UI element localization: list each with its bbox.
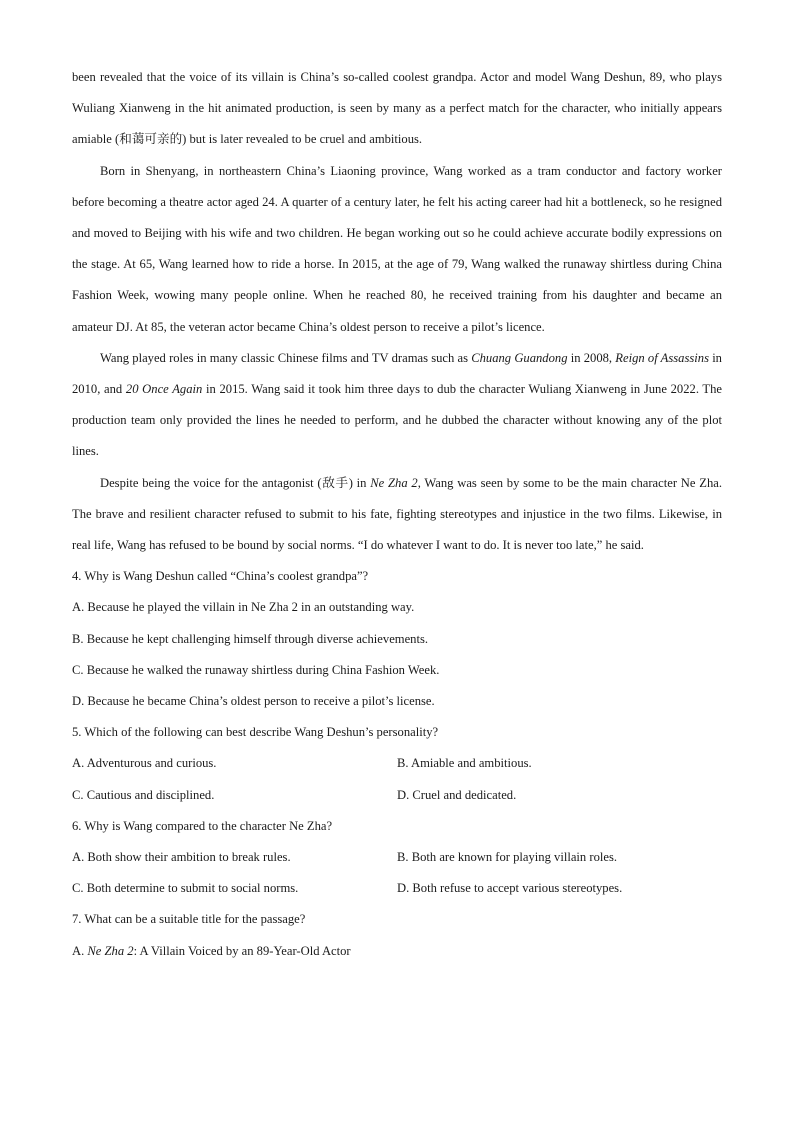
question-6-stem: 6. Why is Wang compared to the character Ne Zha?	[72, 818, 333, 833]
film-title-20-once-again: 20 Once Again	[125, 382, 203, 397]
question-7-stem: 7. What can be a suitable title for the passage?	[72, 912, 306, 927]
film-title-reign-of-assassins: Reign of Assassins	[615, 350, 709, 365]
question-5-option-a: A. Adventurous and curious.	[72, 756, 217, 771]
question-7-option-a	[72, 936, 722, 967]
passage-paragraph-1: been revealed that the voice of its villain is China’s so-called coolest grandpa. Actor and model Wang Deshun, 89, who plays Wuliang Xianweng in the hit animated production, is seen by many as a perfect match for the character, who initially appears amiable (和蔼可亲的) but is later revealed to be cruel and ambitious.	[72, 70, 722, 147]
p4-text-b: , Wang was seen by some to be the main character Ne Zha. The brave and resilient character refused to submit to his fate, fighting stereotypes and injustice in the two films. Likewise, in real life, Wang has refused to be bound by social norms. “I do whatever I want to do. It is never too late,” he said.	[72, 475, 722, 553]
p3-text-a: Wang played roles in many classic Chinese films and TV dramas such as	[100, 350, 472, 365]
question-5-option-c: C. Cautious and disciplined.	[72, 787, 215, 802]
question-6-option-b: B. Both are known for playing villain roles.	[397, 850, 618, 865]
question-4-stem: 4. Why is Wang Deshun called “China’s coolest grandpa”?	[72, 569, 369, 584]
passage-paragraph-3	[72, 343, 722, 468]
question-4-option-a: A. Because he played the villain in Ne Zha 2 in an outstanding way.	[72, 600, 415, 615]
question-6-option-d: D. Both refuse to accept various stereotypes.	[397, 881, 623, 896]
question-7	[72, 904, 722, 966]
question-4-option-c: C. Because he walked the runaway shirtless during China Fashion Week.	[72, 662, 440, 677]
question-5-option-d: D. Cruel and dedicated.	[397, 787, 517, 802]
passage-paragraph-4	[72, 468, 722, 562]
film-title-ne-zha-2: Ne Zha 2	[370, 475, 418, 490]
question-6-option-a: A. Both show their ambition to break rules.	[72, 850, 291, 865]
question-5-option-b: B. Amiable and ambitious.	[397, 756, 532, 771]
question-5-stem: 5. Which of the following can best describe Wang Deshun’s personality?	[72, 725, 439, 740]
question-7-option-a-film-title: Ne Zha 2	[87, 943, 134, 958]
question-4-option-d: D. Because he became China’s oldest person to receive a pilot’s license.	[72, 694, 435, 709]
p3-text-c: in 2010, and	[72, 350, 722, 397]
question-4-option-b: B. Because he kept challenging himself through diverse achievements.	[72, 631, 429, 646]
p4-text-a: Despite being the voice for the antagonist (敌手) in	[100, 475, 371, 490]
document-page	[72, 62, 722, 967]
p3-text-d: in 2015. Wang said it took him three days to dub the character Wuliang Xianweng in June 2022. The production team only provided the lines he needed to perform, and he dubbed the character without knowing any of the plot lines.	[72, 382, 723, 459]
question-5	[72, 717, 722, 811]
question-6	[72, 811, 722, 905]
question-6-option-c: C. Both determine to submit to social norms.	[72, 881, 299, 896]
film-title-chuang-guandong: Chuang Guandong	[471, 350, 568, 365]
p3-text-b: in 2008,	[567, 350, 616, 365]
question-7-option-a-prefix: A.	[72, 943, 88, 958]
question-4	[72, 561, 722, 717]
question-7-option-a-rest: : A Villain Voiced by an 89-Year-Old Actor	[133, 943, 351, 958]
passage-paragraph-2: Born in Shenyang, in northeastern China’s Liaoning province, Wang worked as a tram conductor and factory worker before becoming a theatre actor aged 24. A quarter of a century later, he felt his acting career had hit a bottleneck, so he resigned and moved to Beijing with his wife and two children. He began working out so he could achieve accurate bodily expressions on the stage. At 65, Wang learned how to ride a horse. In 2015, at the age of 79, Wang walked the runaway shirtless during China Fashion Week, wowing many people online. When he reached 80, he received training from his daughter and became an amateur DJ. At 85, the veteran actor became China’s oldest person to receive a pilot’s licence.	[72, 163, 722, 334]
